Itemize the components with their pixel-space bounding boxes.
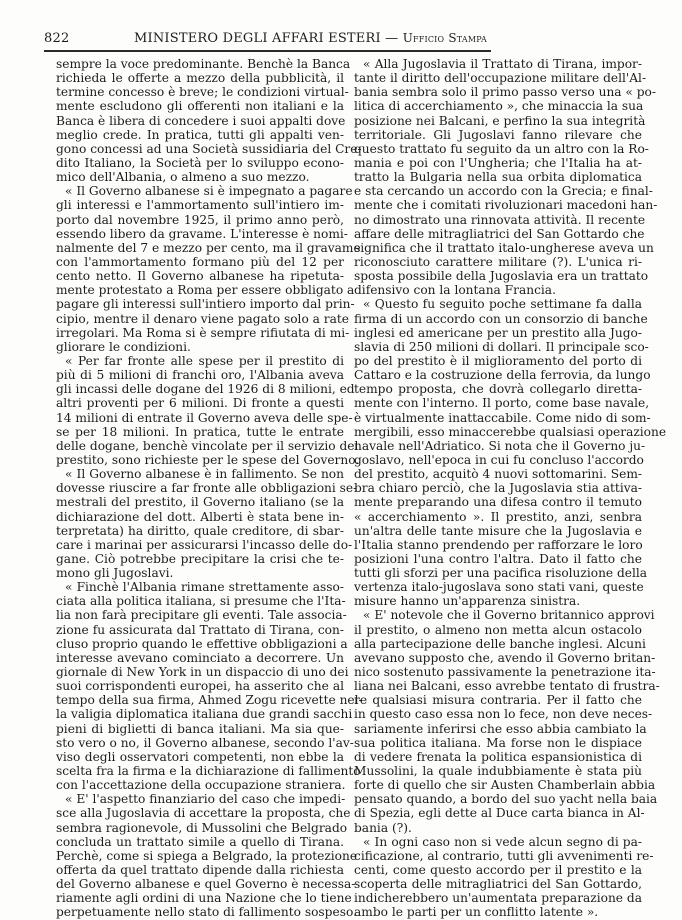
text-line: riamente agli ordini di una Nazione che lo tiene [56,891,352,906]
text-line: sua politica italiana. Ma forse non le dispiace [354,735,642,750]
text-line: mania e poi con l'Ungheria; che l'Italia ha at- [354,155,642,170]
text-line: tempo proposta, che dovrà collegarlo diretta- [354,382,642,397]
text-line: prestito, sono richieste per le spese del Governo. [56,452,360,467]
text-line: significa che il trattato italo-ungherese aveva un [354,240,654,255]
paragraph-first-line: « E' notevole che il Governo britannico approvi [363,608,655,623]
text-line: tutti gli sforzi per una pacifica risoluzione della [354,566,648,581]
text-line: pensato quando, a bordo del suo yacht nella baia [354,792,658,807]
text-line: navale nell'Adriatico. Si nota che il Governo ju- [354,438,646,453]
text-line: difensivo con la lontana Francia. [354,283,556,298]
text-line: termine concesso è breve; le condizioni virtual- [56,85,349,100]
text-line: care i marinai per assicurarsi l'incasso delle do- [56,537,353,552]
text-line: « accerchiamento ». Il prestito, anzi, senbra [354,509,642,524]
paragraph-first-line: « Il Governo albanese è in fallimento. Se non [65,467,344,482]
text-line: terpretata) ha diritto, quale creditore, di sbar- [56,523,344,538]
text-line: delle dogane, benchè vincolate per il servizio del [56,438,359,453]
text-line: 14 milioni di entrate il Governo aveva delle spe- [56,410,353,425]
paragraph-first-line: « E' l'aspetto finanziario del caso che impedi- [65,792,346,807]
text-line: nalmente del 7 e mezzo per cento, ma il gravame [56,240,361,255]
text-line: mente con l'interno. Il porto, come base navale, [354,396,650,411]
text-line: Cattaro e la costruzione della ferrovia, da lungo [354,368,651,383]
text-line: sce alla Jugoslavia di accettare la proposta, che [56,806,351,821]
paragraph-first-line: « Per far fronte alle spese per il prestito di [65,353,344,368]
text-line: irregolari. Ma Roma si è sempre rifiutata di mi- [56,325,350,340]
text-line: Banca è libera di concedere i suoi appalti dove [56,113,346,128]
text-line: scoperta delle mitragliatrici del San Gottardo, [354,877,642,892]
text-line: gono concessi ad una Società sussidiaria del Cre- [56,141,362,156]
text-line: scelta fra la firma e la dichiarazione di fallimento [56,764,361,779]
text-line: del Governo albanese e quel Governo è necessa- [56,877,356,892]
left-column [56,57,363,920]
text-line: suoi corrispondenti europei, ha asserito che al [56,679,344,694]
text-line: in questo caso essa non lo fece, non deve neces- [354,707,653,722]
text-line: gli incassi delle dogane del 1926 di 8 milioni, ed [56,382,355,397]
running-title-office: Ufficio Stampa [402,31,488,45]
text-line: mente preparando una difesa contro il temuto [354,495,642,510]
text-line: mono gli Jugoslavi. [56,566,174,581]
text-line: mente che i comitati rivoluzionari macedoni han- [354,198,658,213]
text-line: affare delle mitragliatrici del San Gottardo che [354,226,645,241]
paragraph-first-line: « Questo fu seguito poche settimane fa dalla [363,297,642,312]
text-line: forte di quello che sir Austen Chamberlain abbia [354,778,656,793]
text-line: un'altra delle tante misure che la Jugoslavia e [354,523,642,538]
text-line: l'Italia stanno prendendo per rafforzare le loro [354,537,643,552]
text-line: concluda un trattato simile a quello di Tirana. [56,834,344,849]
text-line: richieda le offerte a mezzo della pubblicità, il [56,71,344,86]
text-line: bra chiaro perciò, che la Jugoslavia stia attiva- [354,481,642,496]
text-line: tempo della sua firma, Ahmed Zogu ricevette nel- [56,693,363,708]
text-line: ambo le parti per un conflitto latente ». [354,905,599,920]
text-line: ciata alla politica italiana, si presume che l'Ita- [56,594,346,609]
text-line: re qualsiasi misura contraria. Per il fatto che [354,693,642,708]
page-header [44,0,490,50]
text-line: questo trattato fu seguito da un altro con la Ro- [354,141,649,156]
text-line: posizioni l'una contro l'altra. Dato il fatto che [354,551,642,566]
text-line: meglio crede. In pratica, tutti gli appalti ven- [56,127,344,142]
text-line: se per 18 milioni. In pratica, tutte le entrate [56,424,344,439]
text-line: mente escludono gli offerenti non italiani e la [56,99,344,114]
text-line: alla partecipazione delle banche inglesi. Alcuni [354,636,646,651]
text-line: con l'ammortamento formano più del 12 per [56,254,344,269]
text-line: Perchè, come si spiega a Belgrado, la protezione [56,848,358,863]
text-line: è virtualmente inattaccabile. Come nido di som- [354,410,651,425]
text-line: nico sostenuto passivamente la penetrazione ita- [354,665,656,680]
text-line: bania (?). [354,820,412,835]
text-line: del prestito, acquitò 4 nuovi sottomarini. Sem- [354,467,642,482]
text-line: di vedere frenata la politica espansionistica di [354,749,642,764]
text-line: inglesi ed americane per un prestito alla Jugo- [354,325,642,340]
text-line: no dimostrato una rinnovata attività. Il recente [354,212,646,227]
text-line: tratto la Bulgaria nella sua orbita diplomatica [354,170,642,185]
text-line: essendo libero da gravame. L'interesse è nomi- [56,226,348,241]
text-line: mergibili, esso minaccerebbe qualsiasi operazione [354,424,667,439]
text-line: dovesse riuscire a far fronte alle obbligazioni se- [56,481,358,496]
text-line: gliorare le condizioni. [56,339,191,354]
text-line: mente protestato a Roma per essere obbligato a [56,283,355,298]
text-line: e sta cercando un accordo con la Grecia; e final- [354,184,653,199]
text-line: slavia di 250 milioni di dollari. Il principale sco- [354,339,649,354]
text-line: sposta possibile della Jugoslavia era un trattato [354,269,649,284]
text-line: indicherebbero un'aumentata preparazione da [354,891,642,906]
text-line: posizione nei Balcani, e perfino la sua integrità [354,113,646,128]
text-line: zione fu assicurata dal Trattato di Tirana, con- [56,622,344,637]
page-number: 822 [44,31,70,46]
text-line: goslavo, nell'epoca in cui fu concluso l'accordo [354,452,644,467]
text-line: più di 5 milioni di franchi oro, l'Albania aveva [56,368,344,383]
text-line: avevano supposto che, avendo il Governo britan- [354,650,656,665]
running-title-main: MINISTERO DEGLI AFFARI ESTERI — [134,31,403,46]
running-title [134,31,487,46]
text-line: pieni di biglietti di banca italiani. Ma sia que- [56,721,344,736]
text-line: cento netto. Il Governo albanese ha ripetuta- [56,269,344,284]
text-line: dito Italiano, la Società per lo sviluppo econo- [56,155,344,170]
text-line: gli interessi e l'ammortamento sull'intiero im- [56,198,344,213]
paragraph-first-line: « Il Governo albanese si è impegnato a pagare [65,184,353,199]
text-line: mestrali del prestito, il Governo italiano (se la [56,495,344,510]
text-line: la valigia diplomatica italiana due grandi sacchi [56,707,353,722]
text-line: il prestito, o almeno non metta alcun ostacolo [354,622,642,637]
text-line: riconosciuto carattere militare (?). L'unica ri- [354,254,642,269]
text-line: po del prestito è il miglioramento del porto di [354,353,642,368]
text-line: perpetuamente nello stato di fallimento sospeso. [56,905,357,920]
text-line: interesse avevano cominciato a decorrere. Un [56,650,344,665]
text-line: gane. Ciò potrebbe precipitare la crisi che te- [56,551,344,566]
text-line: liana nei Balcani, esso avrebbe tentato di frustra- [354,679,660,694]
text-line: mico dell'Albania, o almeno a suo mezzo. [56,170,310,185]
text-line: vertenza italo-jugoslava sono stati vani, queste [354,580,644,595]
paragraph-first-line: « In ogni caso non si vede alcun segno di pa- [363,834,642,849]
text-line: bania sembra solo il primo passo verso una « po- [354,85,657,100]
right-column [354,57,667,920]
text-line: cificazione, al contrario, tutti gli avvenimenti re- [354,848,654,863]
text-line: litica di accerchiamento », che minaccia la sua [354,99,644,114]
text-line: Mussolini, la quale indubbiamente è stata più [354,764,642,779]
text-line: con l'accettazione della occupazione straniera. [56,778,346,793]
text-line: firma di un accordo con un consorzio di banche [354,311,648,326]
text-line: centi, come questo accordo per il prestito e la [354,863,642,878]
text-line: porto dal novembre 1925, il primo anno però, [56,212,344,227]
text-line: sembra ragionevole, di Mussolini che Belgrado [56,820,348,835]
text-line: territoriale. Gli Jugoslavi fanno rilevare che [354,127,642,142]
text-line: sempre la voce predominante. Benchè la Banca [56,57,351,71]
paragraph-first-line: « Finchè l'Albania rimane strettamente asso- [65,580,344,595]
text-line: giornale di New York in un dispaccio di uno dei [56,665,349,680]
text-line: altri proventi per 6 milioni. Di fronte a questi [56,396,344,411]
header-rule [44,50,491,52]
text-line: tante il diritto dell'occupazione militare dell'Al- [354,71,647,86]
text-line: misure hanno un'apparenza sinistra. [354,594,581,609]
text-line: offerta da quel trattato dipende dalla richiesta [56,863,344,878]
text-line: lia non farà precipitare gli eventi. Tale associa- [56,608,347,623]
text-line: viso degli osservatori competenti, non ebbe la [56,749,344,764]
text-line: sto vero o no, il Governo albanese, secondo l'av- [56,735,354,750]
text-line: di Spezia, egli dette al Duce carta bianca in Al- [354,806,645,821]
text-line: pagare gli interessi sull'intiero importo dal prin- [56,297,355,312]
text-line: sariamente inferirsi che esso abbia cambiato la [354,721,647,736]
paragraph-first-line: « Alla Jugoslavia il Trattato di Tirana, impor- [363,57,642,71]
text-line: dichiarazione del dott. Alberti è stata bene in- [56,509,344,524]
text-line: cluso proprio quando le effettive obbligazioni a [56,636,348,651]
text-line: cipio, mentre il denaro viene pagato solo a rate [56,311,349,326]
